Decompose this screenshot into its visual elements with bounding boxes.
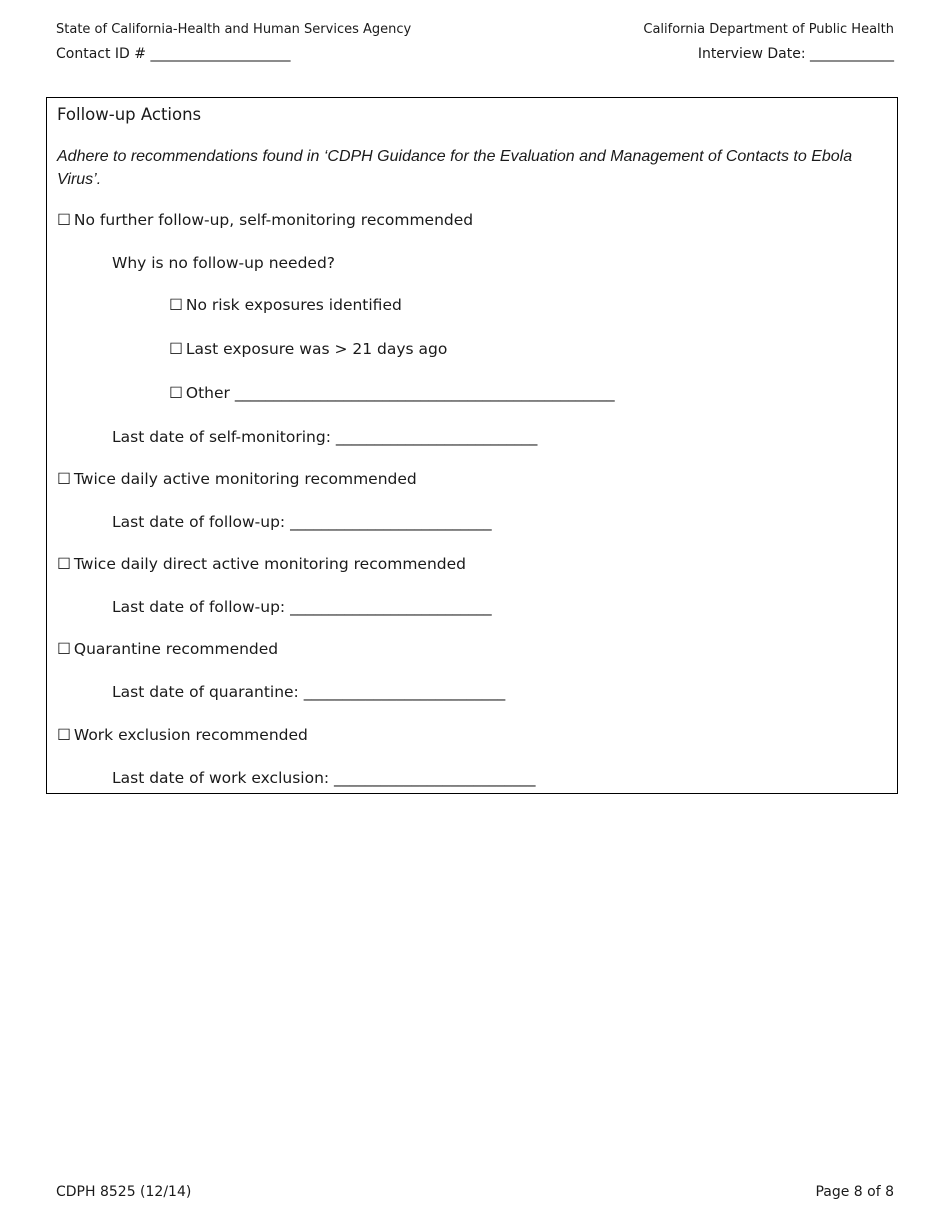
option-label: Last exposure was > 21 days ago — [185, 340, 448, 358]
follow-up-actions-section — [46, 97, 898, 794]
interview-date-field[interactable]: Interview Date: ____________ — [697, 46, 894, 62]
option-last-exposure-21-days[interactable] — [169, 340, 447, 358]
checkbox-icon[interactable]: ☐ — [57, 555, 71, 573]
option-work-exclusion[interactable] — [57, 726, 308, 744]
last-date-work-exclusion-field[interactable]: Last date of work exclusion: __________________________ — [112, 769, 536, 787]
last-date-followup-direct-field[interactable]: Last date of follow-up: __________________________ — [112, 598, 492, 616]
last-date-followup-field[interactable]: Last date of follow-up: __________________________ — [112, 513, 492, 531]
checkbox-icon[interactable]: ☐ — [57, 470, 71, 488]
checkbox-icon[interactable]: ☐ — [57, 640, 71, 658]
checkbox-icon[interactable]: ☐ — [169, 384, 183, 402]
option-label: Other _________________________________________________ — [185, 384, 615, 402]
last-date-quarantine-field[interactable]: Last date of quarantine: __________________________ — [112, 683, 506, 701]
option-label: Quarantine recommended — [73, 640, 279, 658]
section-title: Follow-up Actions — [57, 105, 202, 124]
agency-name: State of California-Health and Human Services Agency — [56, 22, 412, 37]
contact-id-field[interactable]: Contact ID # ____________________ — [56, 46, 291, 62]
option-label: Work exclusion recommended — [73, 726, 308, 744]
checkbox-icon[interactable]: ☐ — [169, 340, 183, 358]
option-no-further-followup[interactable] — [57, 211, 473, 229]
checkbox-icon[interactable]: ☐ — [169, 296, 183, 314]
page-number: Page 8 of 8 — [815, 1184, 894, 1200]
option-twice-daily-direct-active[interactable] — [57, 555, 466, 573]
last-date-self-monitoring-field[interactable]: Last date of self-monitoring: __________________________ — [112, 428, 538, 446]
option-label: No further follow-up, self-monitoring recommended — [73, 211, 474, 229]
option-label: Twice daily active monitoring recommended — [73, 470, 417, 488]
checkbox-icon[interactable]: ☐ — [57, 211, 71, 229]
form-id: CDPH 8525 (12/14) — [56, 1184, 192, 1200]
checkbox-icon[interactable]: ☐ — [57, 726, 71, 744]
guidance-note: Adhere to recommendations found in ‘CDPH Guidance for the Evaluation and Management of Contacts to Ebola Virus’. — [57, 148, 853, 188]
option-twice-daily-active[interactable] — [57, 470, 417, 488]
why-no-followup-question: Why is no follow-up needed? — [112, 254, 336, 272]
option-label: No risk exposures identified — [185, 296, 402, 314]
option-no-risk-exposures[interactable] — [169, 296, 402, 314]
department-name: California Department of Public Health — [643, 22, 894, 37]
option-quarantine[interactable] — [57, 640, 278, 658]
option-label: Twice daily direct active monitoring recommended — [73, 555, 466, 573]
option-other[interactable] — [169, 384, 615, 402]
